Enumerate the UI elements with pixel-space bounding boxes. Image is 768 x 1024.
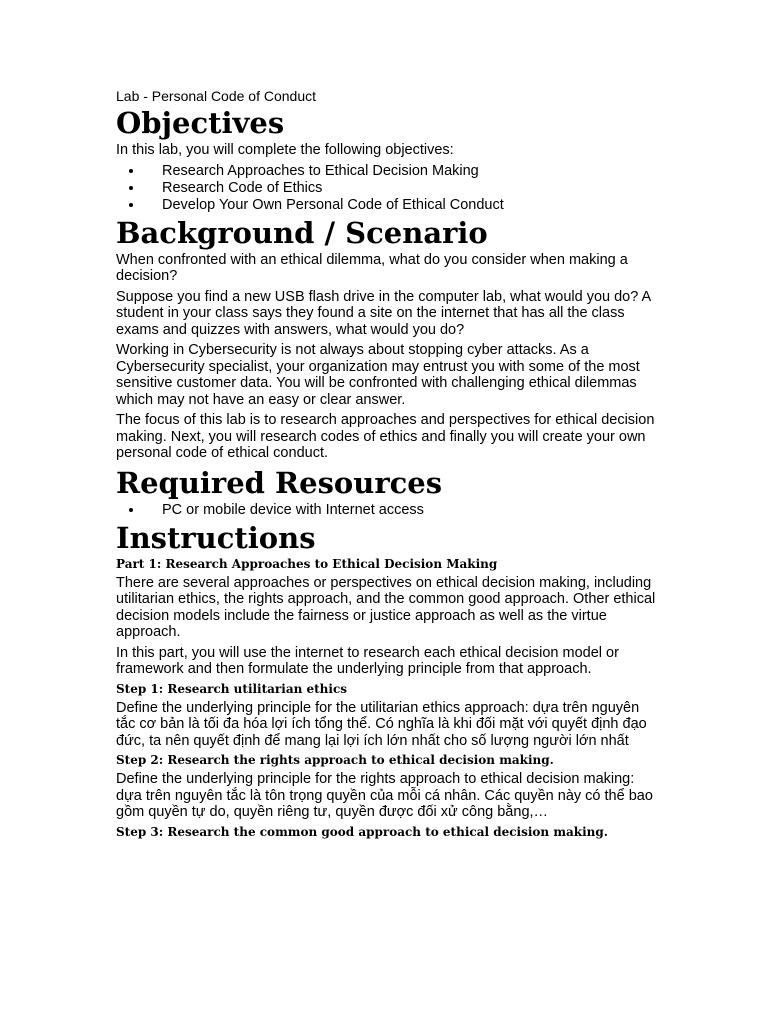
background-heading: Background / Scenario [116,215,488,250]
lab-title: Lab - Personal Code of Conduct [116,88,317,104]
background-paragraph: When confronted with an ethical dilemma, what do you consider when making a decision? [116,251,628,284]
list-item: • PC or mobile device with Internet access [144,502,656,519]
background-paragraph: The focus of this lab is to research approaches and perspectives for ethical decision making. Next, you will research codes of ethics and finally you will create your own personal code of ethical conduct. [116,412,655,461]
resources-list [116,502,656,519]
step2-title: Step 2: Research the rights approach to ethical decision making. [116,753,554,767]
objectives-intro: In this lab, you will complete the following objectives: [116,142,454,158]
resources-heading: Required Resources [116,465,443,500]
part1-paragraph: There are several approaches or perspectives on ethical decision making, including utilitarian ethics, the rights approach, and the common good approach. Other ethical decision models include the fairness or justice approach as well as the virtue approach. [116,574,656,640]
background-paragraph: Working in Cybersecurity is not always about stopping cyber attacks. As a Cybersecurity specialist, your organization may entrust you with some of the most sensitive customer data. You will be confronted with challenging ethical dilemmas which may not have an easy or clear answer. [116,342,640,408]
document-content [116,88,656,843]
part1-title: Part 1: Research Approaches to Ethical Decision Making [116,556,498,571]
step2-text: Define the underlying principle for the rights approach to ethical decision making: dựa trên nguyên tắc là tôn trọng quyền của mỗi cá nhân. Các quyền này có thể bao gồm quyền tự do, quyền riêng tư, quyền được đối xử công bằng,… [116,771,653,820]
instructions-heading: Instructions [116,520,316,555]
objectives-list [116,163,656,214]
background-paragraph: Suppose you find a new USB flash drive in the computer lab, what would you do? A student in your class says they found a site on the internet that has all the class exams and quizzes with answers, what would you do? [116,288,651,338]
list-item: • Research Code of Ethics [144,180,656,197]
step3-title: Step 3: Research the common good approach to ethical decision making. [116,824,608,839]
list-item: • Develop Your Own Personal Code of Ethical Conduct [144,197,656,214]
step1-text: Define the underlying principle for the utilitarian ethics approach: dựa trên nguyên tắc cơ bản là tối đa hóa lợi ích tổng thể. Có nghĩa là khi đối mặt với quyết định đạo đức, ta nên quyết định để mang lại lợi ích lớn nhất cho số lượng người lớn nhất [116,699,647,749]
step1-title: Step 1: Research utilitarian ethics [116,681,348,696]
part1-paragraph: In this part, you will use the internet to research each ethical decision model or framework and then formulate the underlying principle from that approach. [116,644,619,677]
list-item: • Research Approaches to Ethical Decision Making [144,163,656,180]
objectives-heading: Objectives [116,106,285,140]
